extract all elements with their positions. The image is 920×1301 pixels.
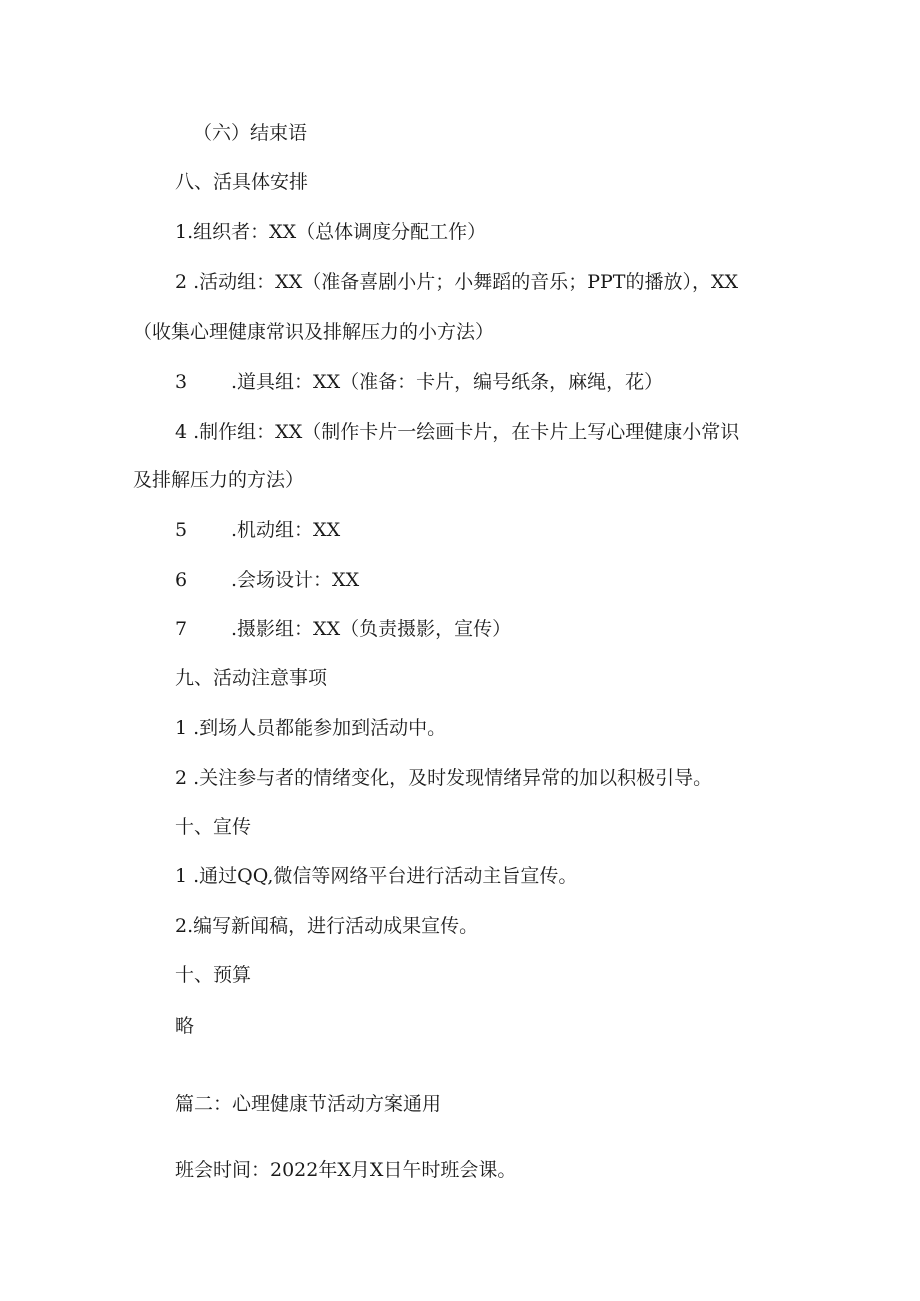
- section9-heading: 九、活动注意事项: [175, 667, 328, 689]
- promo2: 2.编写新闻稿，进行活动成果宣传。: [175, 915, 479, 937]
- item6-venue-design: [175, 568, 359, 592]
- closing-heading: （六）结束语: [193, 122, 308, 144]
- item4-line1: 4 .制作组：XX（制作卡片一绘画卡片，在卡片上写心理健康小常识: [175, 421, 740, 443]
- item4-line2: 及排解压力的方法）: [133, 469, 305, 491]
- meeting-time: 班会时间：2022年X月X日午时班会课。: [175, 1159, 517, 1181]
- item5-mobile-group: [175, 518, 340, 542]
- item5-number: 5: [175, 519, 188, 541]
- item6-text: .会场设计：XX: [231, 569, 360, 591]
- item1-organizer: 1.组织者：XX（总体调度分配工作）: [175, 221, 487, 243]
- item3-text: .道具组：XX（准备：卡片，编号纸条，麻绳，花）: [231, 371, 664, 393]
- note1: 1 .到场人员都能参加到活动中。: [175, 717, 447, 739]
- note2: 2 .关注参与者的情绪变化，及时发现情绪异常的加以积极引导。: [175, 767, 713, 789]
- part2-title: 篇二：心理健康节活动方案通用: [175, 1093, 442, 1115]
- item7-text: .摄影组：XX（负责摄影，宣传）: [231, 618, 512, 640]
- section8-heading: 八、活具体安排: [175, 171, 309, 193]
- promo1: 1 .通过QQ,微信等网络平台进行活动主旨宣传。: [175, 865, 578, 887]
- item2-line1: 2 .活动组：XX（准备喜剧小片；小舞蹈的音乐；PPT的播放），XX: [175, 271, 739, 293]
- item2-line2: （收集心理健康常识及排解压力的小方法）: [133, 321, 495, 343]
- budget-heading: 十、预算: [175, 964, 252, 986]
- item7-photo-group: [175, 617, 511, 641]
- item6-number: 6: [175, 569, 188, 591]
- item3-number: 3: [175, 371, 188, 393]
- item5-text: .机动组：XX: [231, 519, 341, 541]
- section10-heading: 十、宣传: [175, 816, 252, 838]
- item3-props-group: [175, 370, 663, 394]
- item7-number: 7: [175, 618, 188, 640]
- budget-text: 略: [175, 1015, 195, 1037]
